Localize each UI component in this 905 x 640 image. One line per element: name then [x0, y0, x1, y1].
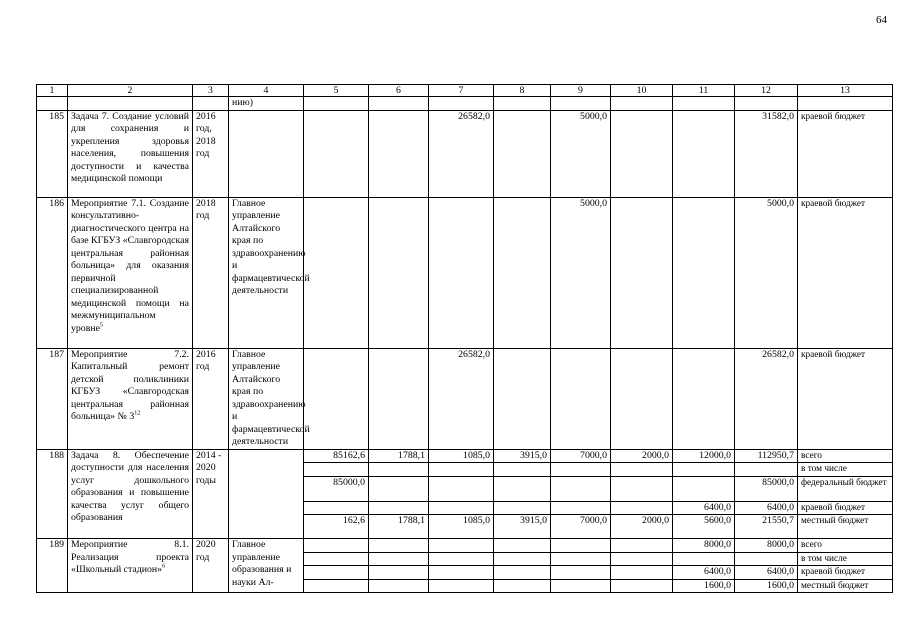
header-cell: 7	[429, 85, 494, 97]
funding-source: местный бюджет	[798, 579, 893, 593]
value-cell: 5000,0	[551, 110, 611, 197]
value-cell: 8000,0	[735, 539, 798, 553]
value-cell: 1600,0	[673, 579, 735, 593]
row-number: 185	[37, 110, 68, 197]
value-cell: 1788,1	[369, 515, 429, 539]
value-cell: 6400,0	[673, 501, 735, 515]
value-cell: 85000,0	[735, 476, 798, 501]
funding-source: всего	[798, 449, 893, 463]
value-cell: 1085,0	[429, 449, 494, 463]
table-row	[37, 348, 893, 449]
header-cell: 2	[68, 85, 193, 97]
executor: Главное управление Алтайского края по здравоохранению и фармацевтической деятельности	[229, 197, 304, 348]
value-cell: 1085,0	[429, 515, 494, 539]
value-cell: 26582,0	[735, 348, 798, 449]
value-cell: 8000,0	[673, 539, 735, 553]
header-cell: 10	[611, 85, 673, 97]
value-cell: 6400,0	[735, 566, 798, 580]
funding-source: всего	[798, 539, 893, 553]
header-cell: 8	[494, 85, 551, 97]
header-row	[37, 85, 893, 97]
page-number: 64	[876, 14, 887, 26]
value-cell: 31582,0	[735, 110, 798, 197]
header-cell: 3	[193, 85, 229, 97]
value-cell: 1600,0	[735, 579, 798, 593]
footnote-ref: 6	[162, 563, 166, 570]
value-cell: 6400,0	[673, 566, 735, 580]
funding-source: в том числе	[798, 552, 893, 566]
measure-name: Мероприятие 8.1. Реализация проекта «Школьный стадион»$^6$	[68, 539, 193, 593]
row-number: 187	[37, 348, 68, 449]
table-row	[37, 197, 893, 348]
measure-name: Мероприятие 7.1. Создание консультативно-диагностического центра на базе КГБУЗ «Славгородская центральная районная больница» для оказания первичной специализированной медицинской помощи на межмуниципальном уровне$^5$	[68, 197, 193, 348]
years: 2020 год	[193, 539, 229, 593]
funding-source: краевой бюджет	[798, 566, 893, 580]
value-cell: 2000,0	[611, 515, 673, 539]
value-cell: 112950,7	[735, 449, 798, 463]
budget-table	[36, 84, 893, 593]
years: 2018 год	[193, 197, 229, 348]
executor: Главное управление образования и науки Ал-	[229, 539, 304, 593]
measure-name: Мероприятие 7.2. Капитальный ремонт детской поликлиники КГБУЗ «Славгородская центральная районная больница» № $3^{12}$	[68, 348, 193, 449]
table-row	[37, 449, 893, 463]
value-cell: 6400,0	[735, 501, 798, 515]
header-cell: 11	[673, 85, 735, 97]
years: 2016 год, 2018 год	[193, 110, 229, 197]
value-cell: 1788,1	[369, 449, 429, 463]
value-cell: 12000,0	[673, 449, 735, 463]
value-cell: 26582,0	[429, 110, 494, 197]
header-cell: 6	[369, 85, 429, 97]
funding-source: федеральный бюджет	[798, 476, 893, 501]
funding-source: краевой бюджет	[798, 110, 893, 197]
executor: Главное управление Алтайского края по здравоохранению и фармацевтической деятельности	[229, 348, 304, 449]
value-cell: 26582,0	[429, 348, 494, 449]
footnote-ref: 5	[99, 322, 103, 329]
header-cell: 13	[798, 85, 893, 97]
value-cell: 5000,0	[735, 197, 798, 348]
years: 2014 - 2020 годы	[193, 449, 229, 539]
value-cell: 21550,7	[735, 515, 798, 539]
funding-source: краевой бюджет	[798, 197, 893, 348]
value-cell: 5600,0	[673, 515, 735, 539]
funding-source: краевой бюджет	[798, 348, 893, 449]
funding-source: краевой бюджет	[798, 501, 893, 515]
task-name: Задача 8. Обеспечение доступности для населения услуг дошкольного образования и повышение качества услуг общего образования	[68, 449, 193, 539]
header-cell: 4	[229, 85, 304, 97]
footnote-ref: 12	[134, 410, 141, 417]
years: 2016 год	[193, 348, 229, 449]
header-cell: 12	[735, 85, 798, 97]
value-cell: 3915,0	[494, 449, 551, 463]
task-name: Задача 7. Создание условий для сохранения и укрепления здоровья населения, повышения доступности и качества медицинской помощи	[68, 110, 193, 197]
value-cell: 5000,0	[551, 197, 611, 348]
header-cell: 1	[37, 85, 68, 97]
value-cell: 2000,0	[611, 449, 673, 463]
continued-executor: нию)	[229, 97, 304, 111]
row-number: 189	[37, 539, 68, 593]
header-cell: 5	[304, 85, 369, 97]
table-row	[37, 539, 893, 553]
continuation-row	[37, 97, 893, 111]
row-number: 188	[37, 449, 68, 539]
header-cell: 9	[551, 85, 611, 97]
table-row	[37, 110, 893, 197]
value-cell: 162,6	[304, 515, 369, 539]
value-cell: 85000,0	[304, 476, 369, 501]
value-cell: 7000,0	[551, 515, 611, 539]
funding-source: местный бюджет	[798, 515, 893, 539]
value-cell: 3915,0	[494, 515, 551, 539]
funding-source: в том числе	[798, 463, 893, 477]
row-number: 186	[37, 197, 68, 348]
value-cell: 7000,0	[551, 449, 611, 463]
value-cell: 85162,6	[304, 449, 369, 463]
